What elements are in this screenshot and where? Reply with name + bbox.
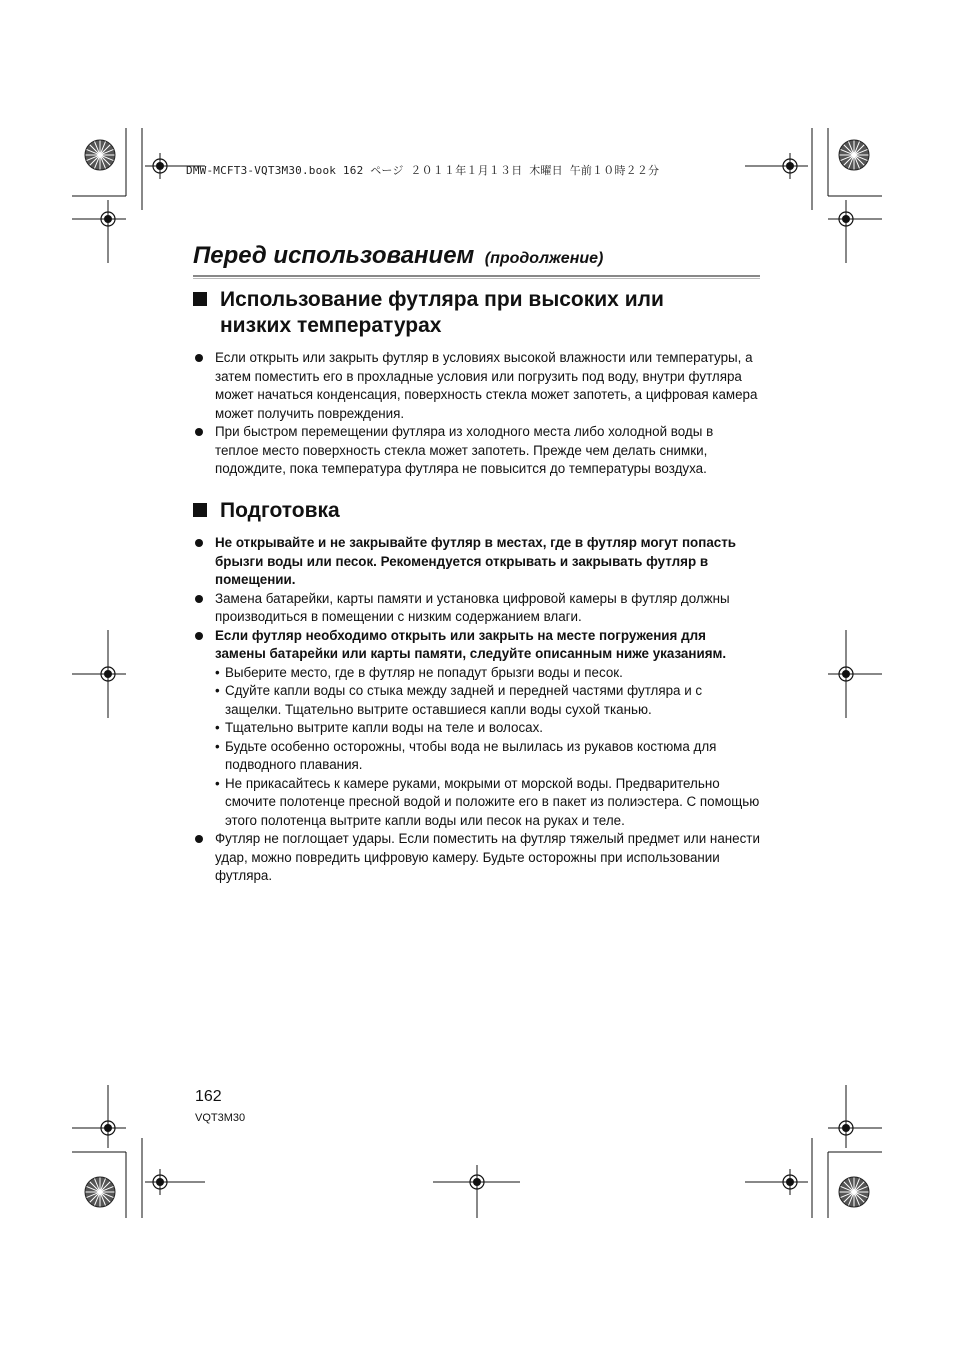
sub-item-text: Будьте особенно осторожны, чтобы вода не вылилась из рукавов костюма для подводного плавания. bbox=[225, 738, 717, 772]
bullet-icon bbox=[195, 539, 203, 547]
page-title: Перед использованием bbox=[193, 242, 475, 269]
sub-list-item bbox=[193, 664, 760, 683]
heading-line-1: Использование футляра при высоких или bbox=[220, 288, 664, 311]
temperature-list bbox=[193, 349, 760, 479]
sub-bullet: • bbox=[215, 738, 220, 754]
heading-line-2: низких температурах bbox=[220, 314, 442, 337]
sub-bullet: • bbox=[215, 775, 220, 791]
square-bullet-icon bbox=[193, 292, 207, 306]
list-item bbox=[193, 534, 760, 590]
list-item bbox=[193, 590, 760, 627]
page-number: 162 bbox=[195, 1088, 222, 1105]
book-file-info: DMW-MCFT3-VQT3M30.book 162 ページ ２０１１年１月１３日 木曜日 午前１０時２２分 bbox=[186, 164, 660, 177]
list-item bbox=[193, 423, 760, 479]
square-bullet-icon bbox=[193, 503, 207, 517]
heading-text: Подготовка bbox=[220, 499, 340, 522]
bullet-icon bbox=[195, 632, 203, 640]
sub-bullet: • bbox=[215, 683, 220, 698]
sub-item-text: Сдуйте капли воды со стыка между задней и передней частями футляра и с защелки. Тщательно вытрите оставшиеся капли воды сухой тканью. bbox=[225, 683, 703, 717]
section-heading-preparation bbox=[193, 498, 340, 524]
section-heading-temperature bbox=[193, 287, 664, 339]
list-item-text: Если открыть или закрыть футляр в условиях высокой влажности или температуры, а затем поместить его в прохладные условия или погрузить под воду, внутри футляра может начаться конденсация, поверхность стекла может запотеть, а цифровая камера может получить повреждения. bbox=[215, 350, 758, 421]
list-item-text: Не открывайте и не закрывайте футляр в местах, где в футляр могут попасть брызги воды или песок. Рекомендуется открывать и закрывать футляр в помещении. bbox=[215, 535, 737, 587]
list-item bbox=[193, 349, 760, 423]
bullet-icon bbox=[195, 835, 203, 843]
list-item-text: Замена батарейки, карты памяти и установка цифровой камеры в футляр должны производиться в помещении с низким содержанием влаги. bbox=[215, 590, 730, 624]
sub-list-item bbox=[193, 719, 760, 738]
header-rule bbox=[193, 275, 760, 279]
page-subtitle: (продолжение) bbox=[484, 250, 604, 267]
sub-item-text: Не прикасайтесь к камере руками, мокрыми от морской воды. Предварительно смочите полотенце пресной водой и положите его в пакет из полиэстера. С помощью этого полотенца вытрите капли воды или песок на руках и теле. bbox=[225, 775, 760, 828]
preparation-list bbox=[193, 534, 760, 886]
list-item bbox=[193, 830, 760, 886]
sub-list-item bbox=[193, 682, 760, 719]
bullet-icon bbox=[195, 428, 203, 436]
sub-list-item bbox=[193, 738, 760, 775]
document-code: VQT3M30 bbox=[195, 1112, 246, 1124]
sub-list-item bbox=[193, 775, 760, 831]
bullet-icon bbox=[195, 354, 203, 362]
sub-item-text: Тщательно вытрите капли воды на теле и волосах. bbox=[225, 720, 543, 735]
page-header bbox=[193, 242, 760, 270]
bullet-icon bbox=[195, 595, 203, 603]
sub-item-text: Выберите место, где в футляр не попадут брызги воды и песок. bbox=[225, 664, 623, 680]
list-item-text: Футляр не поглощает удары. Если поместить на футляр тяжелый предмет или нанести удар, можно повредить цифровую камеру. Будьте осторожны при использовании футляра. bbox=[215, 831, 760, 883]
sub-bullet: • bbox=[215, 664, 220, 680]
sub-bullet: • bbox=[215, 720, 220, 735]
list-item-text: При быстром перемещении футляра из холодного места либо холодной воды в теплое место поверхность стекла может запотеть. Прежде чем делать снимки, подождите, пока температура футляра не повысится до температуры воздуха. bbox=[215, 424, 714, 476]
list-item-text: Если футляр необходимо открыть или закрыть на месте погружения для замены батарейки или карты памяти, следуйте описанным ниже указаниям. bbox=[215, 627, 727, 661]
list-item bbox=[193, 627, 760, 664]
